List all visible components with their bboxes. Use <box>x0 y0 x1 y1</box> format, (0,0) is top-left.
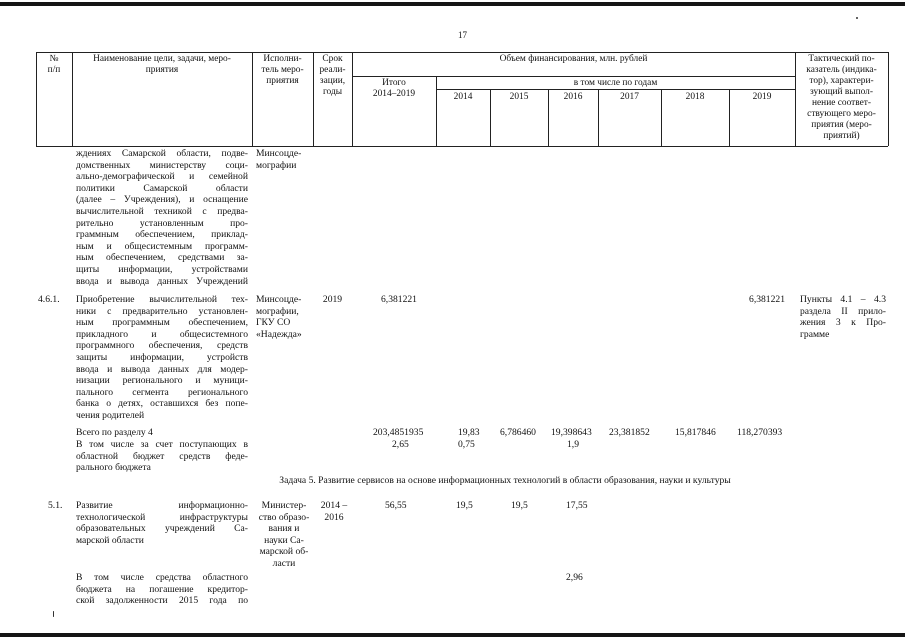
row-51-2016: 17,55 <box>566 500 588 511</box>
header-name: Наименование цели, задачи, меро- приятия <box>93 54 231 75</box>
task5-heading: Задача 5. Развитие сервисов на основе информационных технологий в области образования, науки и культуры <box>279 475 731 486</box>
header-indicator: Тактический по- казатель (индика- тор), характери- зующий выпол- нение соответ- ствующего меро- приятия (меро- приятий) <box>806 54 877 141</box>
section-total-2015: 6,786460 <box>500 427 536 438</box>
header-by-years: в том числе по годам <box>573 78 658 88</box>
row-461-2019: 6,381221 <box>749 294 785 305</box>
header-year-2019: 2019 <box>752 92 772 102</box>
section-total-2017: 23,381852 <box>609 427 650 438</box>
regional-2016: 2,96 <box>566 572 583 583</box>
header-year-2015: 2015 <box>509 92 529 102</box>
section-total-2019: 118,270393 <box>737 427 783 438</box>
row-461-executor: Минсоцде- мографии, ГКУ СО «Надежда» <box>256 294 302 340</box>
row-461-total: 6,381221 <box>381 294 417 305</box>
row-461-term: 2019 <box>322 294 343 305</box>
section-total-label: Всего по разделу 4 <box>76 427 153 438</box>
row-51-2015: 19,5 <box>511 500 528 511</box>
header-num: № п/п <box>47 54 61 75</box>
row-51-total: 56,55 <box>385 500 407 511</box>
federal-2014: 0,75 <box>458 439 475 450</box>
bottom-border-bar <box>0 633 905 637</box>
header-year-2018: 2018 <box>685 92 705 102</box>
header-term: Срок реали- зации, годы <box>319 54 346 97</box>
top-border-bar <box>0 2 905 6</box>
header-year-2014: 2014 <box>453 92 473 102</box>
scan-speck <box>53 611 54 617</box>
section-total-2014: 19,83 <box>458 427 480 438</box>
cont-executor: Минсоцде- мографии <box>256 148 302 171</box>
row-51-num: 5.1. <box>48 500 63 511</box>
scan-speck <box>856 17 858 19</box>
page-number: 17 <box>458 30 467 40</box>
section-total-total: 203,4851935 <box>373 427 424 438</box>
section-total-2016: 19,398643 <box>551 427 592 438</box>
row-461-indicator: Пункты 4.1 – 4.3 раздела II прило- жения 3 к Про- грамме <box>800 294 886 340</box>
row-51-2014: 19,5 <box>456 500 473 511</box>
row-51-term: 2014 – 2016 <box>320 500 348 523</box>
header-total: Итого 2014–2019 <box>372 78 416 99</box>
row-461-num: 4.6.1. <box>38 294 60 305</box>
header-year-2016: 2016 <box>563 92 583 102</box>
federal-total: 2,65 <box>392 439 409 450</box>
section-total-2018: 15,817846 <box>675 427 716 438</box>
regional-label: В том числе средства областного бюджета на погашение кредитор- ской задолженности 2015 года по <box>76 572 248 607</box>
header-volume: Объем финансирования, млн. рублей <box>499 54 648 64</box>
federal-label: В том числе за счет поступающих в областной бюджет средств феде- рального бюджета <box>76 439 248 474</box>
cont-name: ждениях Самарской области, подве- домственных министерству соци- ально-демографической и семейной политики Самарской области (далее – Учреждения), и оснащение вычислительной техникой с предва- рительно установленным про- граммным обеспечением, приклад- ным и общесистемным программ- ным обеспечением, средствами за- щиты информации, устройствами ввода и вывода данных Учреждений <box>76 148 248 287</box>
row-461-name: Приобретение вычислительной тех- ники с предварительно установлен- ным программным обеспечением, прикладного и общесистемного программного обеспечения, средств защиты информации, устройств ввода и вывода данных для модер- низации регионального и муници- пального сегмента регионального банка о детях, оставшихся без попе- чения родителей <box>76 294 248 421</box>
row-51-name: Развитие информационно- технологической инфраструктуры образовательных учреждений Са- марской области <box>76 500 248 546</box>
row-51-executor: Министер- ство образо- вания и науки Са- марской об- ласти <box>258 500 310 569</box>
header-year-2017: 2017 <box>620 92 639 102</box>
header-executor: Исполни- тель меро- приятия <box>261 54 304 86</box>
federal-2016: 1,9 <box>567 439 579 450</box>
